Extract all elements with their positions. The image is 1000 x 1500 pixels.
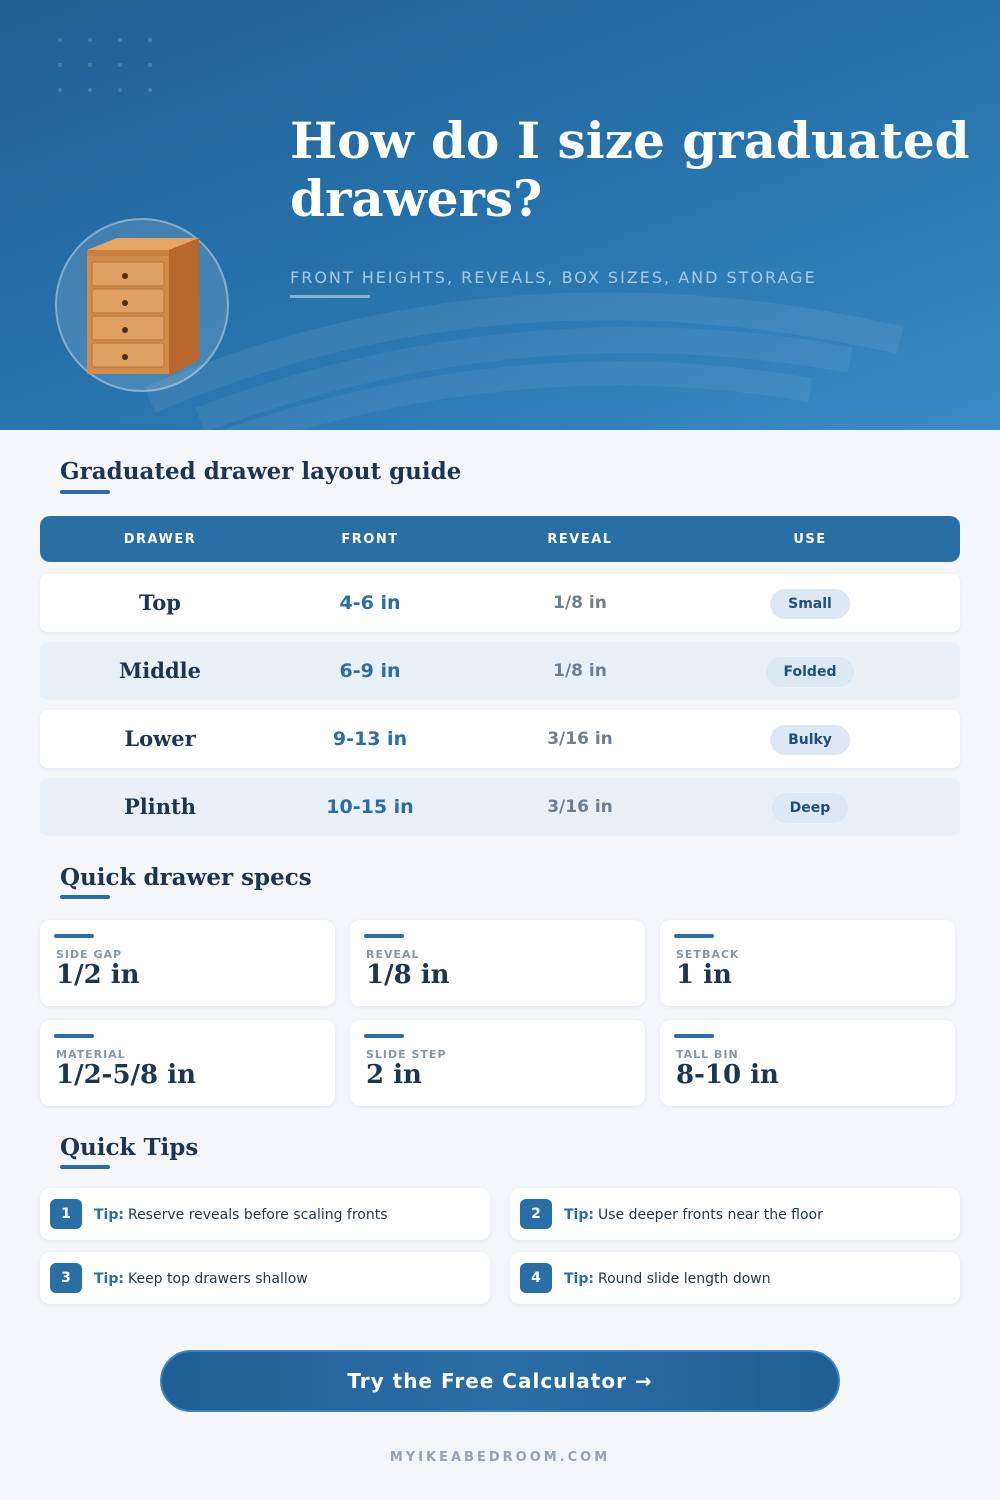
header-drawer: DRAWER — [123, 532, 197, 547]
tip-prefix: Tip: — [94, 1271, 124, 1287]
spec-value: 1/2 in — [56, 960, 140, 990]
tip-card — [40, 1252, 490, 1304]
tip-number: 3 — [50, 1263, 82, 1293]
use-badge: Bulky — [770, 725, 850, 755]
layout-guide-title: Graduated drawer layout guide — [60, 458, 462, 485]
tip-prefix: Tip: — [564, 1207, 594, 1223]
tip-prefix: Tip: — [564, 1271, 594, 1287]
card-accent — [364, 934, 404, 938]
spec-value: 1 in — [676, 960, 732, 990]
tip-number: 4 — [520, 1263, 552, 1293]
tip-card — [40, 1188, 490, 1240]
tip-text — [564, 1188, 823, 1240]
table-row — [40, 710, 960, 768]
spec-card — [660, 920, 955, 1006]
dresser-icon — [55, 218, 229, 392]
section-underline — [60, 895, 110, 899]
tips-title: Quick Tips — [60, 1134, 199, 1161]
spec-label: SIDE GAP — [56, 948, 123, 961]
tip-card — [510, 1188, 960, 1240]
spec-label: MATERIAL — [56, 1048, 126, 1061]
drawer-name: Lower — [124, 726, 196, 751]
spec-card — [660, 1020, 955, 1106]
spec-label: SLIDE STEP — [366, 1048, 447, 1061]
spec-value: 1/2-5/8 in — [56, 1060, 196, 1090]
header-use: USE — [793, 532, 827, 547]
tip-body: Keep top drawers shallow — [127, 1271, 308, 1287]
tip-prefix: Tip: — [94, 1207, 124, 1223]
tip-body: Round slide length down — [597, 1271, 771, 1287]
card-accent — [54, 1034, 94, 1038]
spec-card — [350, 920, 645, 1006]
subtitle-underline — [290, 295, 370, 298]
reveal-size: 1/8 in — [553, 593, 607, 613]
tip-card — [510, 1252, 960, 1304]
spec-label: REVEAL — [366, 948, 420, 961]
tip-text — [94, 1252, 308, 1304]
tip-number: 2 — [520, 1199, 552, 1229]
card-accent — [364, 1034, 404, 1038]
spec-card — [40, 1020, 335, 1106]
front-height: 4-6 in — [339, 592, 401, 614]
table-row — [40, 778, 960, 836]
spec-value: 8-10 in — [676, 1060, 779, 1090]
table-header — [40, 516, 960, 562]
front-height: 10-15 in — [326, 796, 414, 818]
drawer-name: Middle — [119, 658, 201, 683]
spec-label: TALL BIN — [676, 1048, 739, 1061]
spec-label: SETBACK — [676, 948, 740, 961]
tip-text — [564, 1252, 771, 1304]
calculator-cta-button[interactable]: Try the Free Calculator → — [160, 1350, 840, 1412]
front-height: 9-13 in — [332, 728, 408, 750]
spec-card — [350, 1020, 645, 1106]
tip-text — [94, 1188, 388, 1240]
header-reveal: REVEAL — [547, 532, 613, 547]
drawer-name: Plinth — [124, 794, 196, 819]
tip-body: Use deeper fronts near the floor — [597, 1207, 823, 1223]
card-accent — [674, 1034, 714, 1038]
card-accent — [674, 934, 714, 938]
page-title: How do I size graduated drawers? — [290, 111, 970, 228]
section-underline — [60, 1165, 110, 1169]
specs-title: Quick drawer specs — [60, 864, 312, 891]
drawer-name: Top — [139, 590, 181, 615]
section-underline — [60, 490, 110, 494]
spec-value: 1/8 in — [366, 960, 450, 990]
card-accent — [54, 934, 94, 938]
site-footer[interactable]: MYIKEABEDROOM.COM — [389, 1450, 611, 1465]
spec-card — [40, 920, 335, 1006]
tip-body: Reserve reveals before scaling fronts — [127, 1207, 388, 1223]
spec-value: 2 in — [366, 1060, 422, 1090]
reveal-size: 3/16 in — [547, 797, 613, 817]
use-badge: Small — [770, 589, 850, 619]
front-height: 6-9 in — [339, 660, 401, 682]
page-subtitle: FRONT HEIGHTS, REVEALS, BOX SIZES, AND STORAGE — [290, 268, 817, 287]
tip-number: 1 — [50, 1199, 82, 1229]
table-row — [40, 642, 960, 700]
use-badge: Deep — [772, 793, 849, 823]
reveal-size: 1/8 in — [553, 661, 607, 681]
reveal-size: 3/16 in — [547, 729, 613, 749]
hero-banner — [0, 0, 1000, 430]
use-badge: Folded — [766, 657, 855, 687]
header-front: FRONT — [341, 532, 399, 547]
table-row — [40, 574, 960, 632]
